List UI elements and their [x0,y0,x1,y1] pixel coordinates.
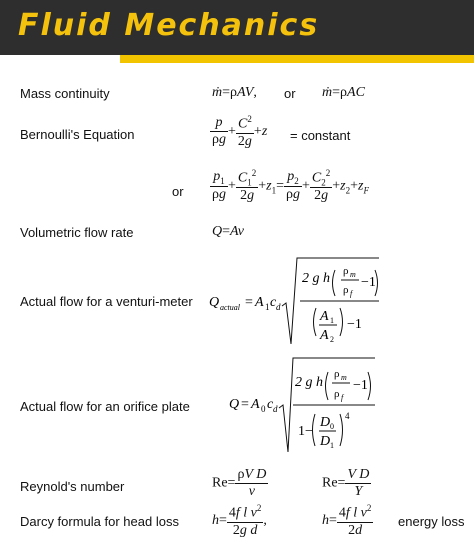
formula-darcy-1: h= $\frac{4f l v^2}{\text{2g d}}$ , [212,503,267,538]
label-mass-continuity: Mass continuity [20,86,110,101]
svg-text:ρ: ρ [334,368,340,380]
svg-text:1: 1 [265,302,270,312]
formula-reynolds-2: Re= $\frac{\text{V D}}{Y}$ [322,467,370,499]
bernoulli-constant: = constant [290,128,351,143]
formula-mass-continuity-1: ṁ=ρAV, [212,85,257,100]
label-venturi: Actual flow for a venturi-meter [20,294,193,309]
svg-text:−1: −1 [353,378,368,393]
header-accent-stripe [120,55,474,63]
svg-text:1: 1 [330,316,334,325]
svg-text:2: 2 [330,335,334,344]
svg-text:=: = [245,295,253,310]
svg-text:4: 4 [345,411,350,421]
page-title: Fluid Mechanics [18,8,320,43]
svg-text:−1: −1 [361,275,376,290]
svg-text:A: A [320,328,329,343]
svg-text:f: f [341,393,344,402]
svg-text:2 g h: 2 g h [295,375,323,390]
formula-orifice [229,356,379,461]
label-reynolds: Reynold's number [20,479,125,494]
label-bernoulli: Bernoulli's Equation [20,127,135,142]
svg-text:A: A [251,397,260,412]
formula-reynolds-1: Re= $\frac{\text{ρV D}}{v}$ [212,467,267,499]
formula-volumetric-flow: Q=Av [212,224,245,239]
formula-venturi [209,256,387,353]
svg-text:f: f [350,289,353,298]
mass-continuity-or: or [284,86,296,101]
svg-text:A: A [255,295,264,310]
svg-text:D: D [320,415,331,430]
darcy-energy-loss: energy loss [398,514,465,529]
svg-text:m: m [341,373,347,382]
svg-text:d: d [276,302,281,312]
svg-text:−1: −1 [347,317,362,332]
svg-text:=: = [241,397,249,412]
formula-bernoulli: $\frac{p}{\rho g}$ + $\frac{C^2}{2g}$ +z [212,114,268,149]
svg-text:2 g h: 2 g h [302,271,330,286]
svg-text:Q: Q [209,295,220,310]
svg-text:c: c [270,295,277,310]
svg-text:actual: actual [220,303,240,312]
label-orifice: Actual flow for an orifice plate [20,399,190,414]
label-volumetric-flow: Volumetric flow rate [20,225,134,240]
formula-mass-continuity-2: ṁ=ρAC [322,85,365,100]
formula-bernoulli-two-point: $\frac{p_1}{\rho g}$ + $\frac{C_1^2}{2g}$ $+z_1=$ $\frac{p_2}{\rho g}$ + $\frac{C_2^2}{2g}$ $+z_2+z_F$ [212,168,369,204]
svg-text:ρ: ρ [334,388,340,400]
label-darcy: Darcy formula for head loss [20,514,179,529]
svg-text:d: d [273,404,278,414]
svg-text:0: 0 [261,404,266,414]
bernoulli-or: or [172,184,184,199]
svg-text:m: m [350,270,356,279]
svg-text:Q: Q [229,397,240,412]
header-bar [0,0,474,55]
svg-text:ρ: ρ [343,265,349,277]
svg-text:c: c [267,397,274,412]
svg-text:D: D [320,434,331,449]
svg-text:0: 0 [330,422,334,431]
svg-text:1−: 1− [298,424,313,439]
svg-text:ρ: ρ [343,284,349,296]
formula-darcy-2: h= $\frac{4f l v^2}{2d}$ [322,503,372,538]
svg-text:1: 1 [330,441,334,450]
svg-text:A: A [320,309,329,324]
